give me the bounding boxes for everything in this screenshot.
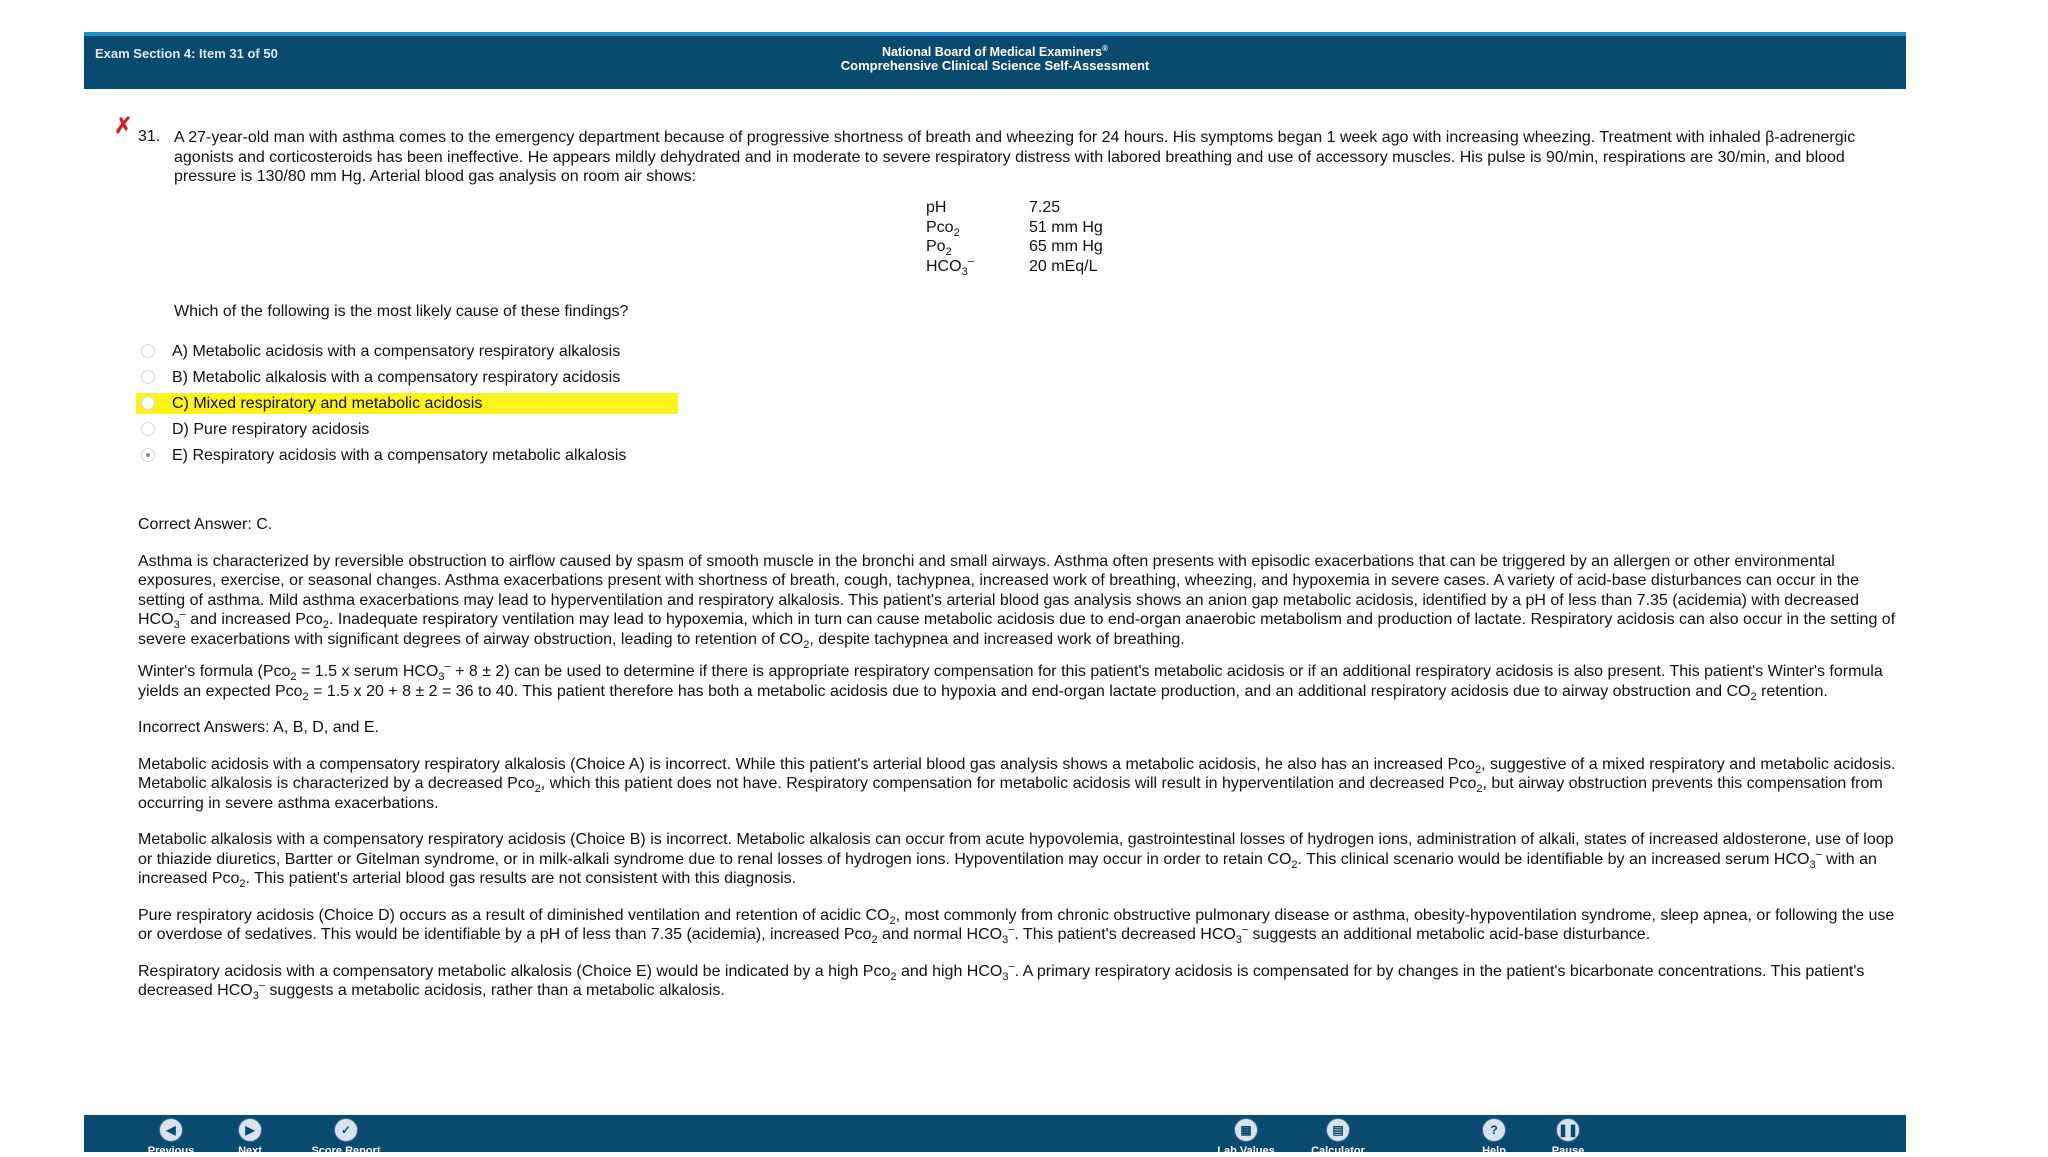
answer-explanation: [138, 515, 1898, 1001]
question-stem: A 27-year-old man with asthma comes to the emergency department because of progressive shortness of breath and wheezing for 24 hours. His symptoms began 1 week ago with increasing wheezing. Treatment with inhaled β-adrenergic agonists and corticosteroids has been ineffective. He appears mildly dehydrated and in moderate to severe respiratory distress with labored breathing and use of accessory muscles. His pulse is 90/min, respirations are 30/min, and blood pressure is 130/80 mm Hg. Arterial blood gas analysis on room air shows:: [174, 129, 1856, 185]
navigation-bar: [84, 1115, 1906, 1157]
question-content[interactable]: [84, 89, 1906, 1115]
lab-row: [926, 257, 1103, 277]
calculator-icon: ▤: [1326, 1118, 1350, 1142]
pause-button[interactable]: ❚❚ Pause: [1528, 1118, 1608, 1157]
calculator-button[interactable]: ▤ Calculator: [1298, 1118, 1378, 1157]
exam-header: [84, 32, 1906, 89]
radio-button[interactable]: [141, 344, 155, 358]
lab-name: $Po_2$: [926, 238, 952, 259]
lab-value: 7.25: [1029, 199, 1061, 216]
radio-button[interactable]: [141, 370, 155, 384]
previous-arrow-icon: ◀: [159, 1118, 183, 1142]
lab-row: [926, 198, 1103, 218]
explanation-paragraph: Metabolic acidosis with a compensatory respiratory alkalosis (Choice A) is incorrect. While this patient's arterial blood gas analysis shows a metabolic acidosis, he also has an increased Pco$_2$, suggestive of a mixed respiratory and metabolic acidosis. Metabolic alkalosis is characterized by a decreased Pco$_2$, which this patient does not have. Respiratory compensation for metabolic acidosis will result in hyperventilation and decreased Pco$_2$, but airway obstruction prevents this compensation from occurring in severe asthma exacerbations.: [138, 755, 1896, 812]
score-report-button[interactable]: ✓ Score Report: [306, 1118, 386, 1157]
radio-button[interactable]: [141, 396, 155, 410]
lab-row: [926, 237, 1103, 257]
section-label: Exam Section 4: Item 31 of 50: [95, 46, 278, 61]
explanation-paragraph: Pure respiratory acidosis (Choice D) occurs as a result of diminished ventilation and retention of acidic $CO_2$, most commonly from chronic obstructive pulmonary disease or asthma, obesity-hypoventilation syndrome, sleep apnea, or following the use or overdose of sedatives. This would be identifiable by a pH of less than 7.35 (acidemia), increased Pco$_2$ and normal $HCO_3^-$. This patient's decreased $HCO_3^-$ suggests an additional metabolic acid-base disturbance.: [138, 906, 1895, 947]
lab-row: [926, 218, 1103, 238]
answer-choice-e[interactable]: E) Respiratory acidosis with a compensatory metabolic alkalosis: [136, 445, 678, 466]
answer-choice-c[interactable]: C) Mixed respiratory and metabolic acidosis: [136, 393, 678, 414]
radio-button[interactable]: [141, 422, 155, 436]
radio-button-selected[interactable]: [141, 448, 155, 462]
next-button[interactable]: ▶ Next: [210, 1118, 290, 1157]
registered-mark: ®: [1102, 43, 1109, 53]
help-button[interactable]: ? Help: [1454, 1118, 1534, 1157]
pause-icon: ❚❚: [1556, 1118, 1580, 1142]
lab-name: pH: [926, 199, 947, 216]
answer-choice-b[interactable]: B) Metabolic alkalosis with a compensatory respiratory acidosis: [136, 367, 678, 388]
help-icon: ?: [1482, 1118, 1506, 1142]
previous-button[interactable]: ◀ Previous: [131, 1118, 211, 1157]
incorrect-answers-label: Incorrect Answers: A, B, D, and E.: [138, 719, 379, 736]
next-arrow-icon: ▶: [238, 1118, 262, 1142]
lab-values-icon: ▦: [1234, 1118, 1258, 1142]
lab-values-button[interactable]: ▦ Lab Values: [1206, 1118, 1286, 1157]
correct-answer-label: Correct Answer: C.: [138, 516, 273, 533]
explanation-paragraph: Respiratory acidosis with a compensatory metabolic alkalosis (Choice E) would be indicated by a high Pco$_2$ and high $HCO_3^-$. A primary respiratory acidosis is compensated for by changes in the patient's bicarbonate concentrations. This patient's decreased $HCO_3^-$ suggests a metabolic acidosis, rather than a metabolic alkalosis.: [138, 960, 1865, 1003]
abg-results-table: [926, 198, 1103, 276]
checkmark-icon: ✓: [334, 1118, 358, 1142]
exam-title: Comprehensive Clinical Science Self-Assessment: [840, 58, 1150, 73]
explanation-paragraph: Metabolic alkalosis with a compensatory respiratory acidosis (Choice B) is incorrect. Metabolic alkalosis can occur from acute hypovolemia, gastrointestinal losses of hydrogen ions, administration of alkali, states of increased aldosterone, use of loop or thiazide diuretics, Bartter or Gitelman syndrome, or in milk-alkali syndrome due to renal losses of hydrogen ions. Hypoventilation may occur in order to retain $CO_2$. This clinical scenario would be identifiable by an increased serum $HCO_3^-$ with an increased Pco$_2$. This patient's arterial blood gas results are not consistent with this diagnosis.: [138, 831, 1894, 891]
explanation-paragraph: Winter's formula (Pco$_2$ = 1.5 x serum $HCO_3^- + 8 \pm 2$) can be used to determine if there is appropriate respiratory compensation for this patient's metabolic acidosis or if an additional respiratory acidosis is also present. This patient's Winter's formula yields an expected Pco$_2$ = 1.5 x 20 + 8 ± 2 = 36 to 40. This patient therefore has both a metabolic acidosis due to hypoxia and end-organ lactate production, and an additional respiratory acidosis due to airway obstruction and $CO_2$ retention.: [138, 660, 1883, 703]
answer-choice-d[interactable]: D) Pure respiratory acidosis: [136, 419, 678, 440]
lab-value: 51 mm Hg: [1029, 218, 1103, 236]
question-number: 31.: [138, 128, 161, 145]
title-block: [84, 45, 1906, 73]
explanation-paragraph: Asthma is characterized by reversible obstruction to airflow caused by spasm of smooth muscle in the bronchi and small airways. Asthma often presents with episodic exacerbations that can be triggered by an allergen or other environmental exposures, exercise, or seasonal changes. Asthma exacerbations present with shortness of breath, cough, tachypnea, increased work of breathing, wheezing, and hypoxemia in severe cases. A variety of acid-base disturbances can occur in the setting of asthma. Mild asthma exacerbations may lead to hyperventilation and respiratory alkalosis. This patient's arterial blood gas analysis shows an anion gap metabolic acidosis, identified by a pH of less than 7.35 (acidemia) with decreased $HCO_3^-$ and increased Pco$_2$. Inadequate respiratory ventilation may lead to hypoxemia, which in turn can cause metabolic acidosis due to end-organ anaerobic metabolism and production of lactate. Respiratory acidosis can also occur in the setting of severe exacerbations with significant degrees of airway obstruction, leading to retention of $CO_2$, despite tachypnea and increased work of breathing.: [138, 552, 1896, 651]
lab-value: 20 mEq/L: [1029, 257, 1098, 275]
lab-name: Pco$_2$: [926, 218, 960, 239]
question-prompt: Which of the following is the most likely cause of these findings?: [174, 303, 629, 320]
answer-choice-a[interactable]: A) Metabolic acidosis with a compensatory respiratory alkalosis: [136, 341, 678, 362]
incorrect-x-icon: ✗: [114, 113, 133, 138]
lab-value: 65 mm Hg: [1029, 238, 1103, 255]
lab-name: $HCO_3^-$: [926, 255, 974, 278]
org-name: National Board of Medical Examiners: [881, 45, 1103, 59]
